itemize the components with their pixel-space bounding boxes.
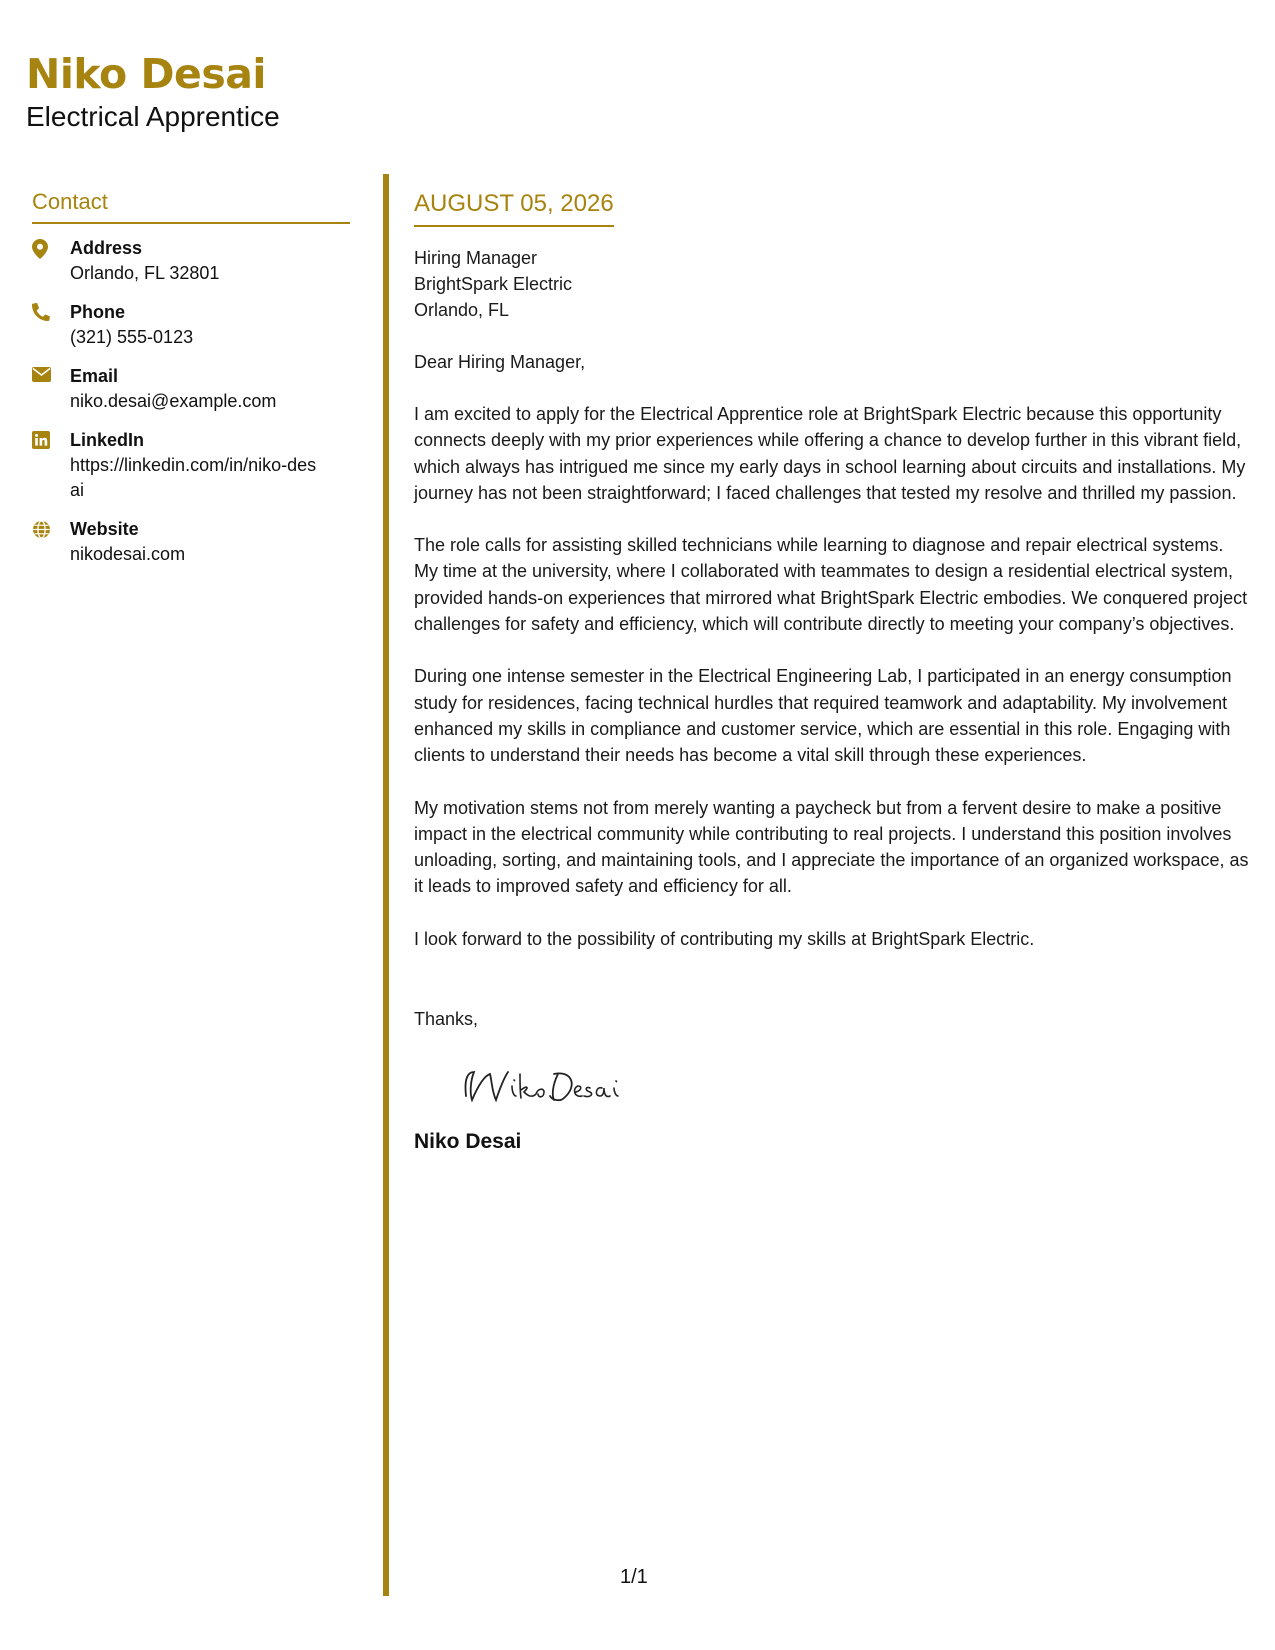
address-value: Orlando, FL 32801 <box>70 263 220 283</box>
handwritten-signature <box>454 1056 1250 1118</box>
column-divider <box>383 174 389 1596</box>
greeting: Dear Hiring Manager, <box>414 352 586 372</box>
phone-value[interactable]: (321) 555-0123 <box>70 327 194 347</box>
linkedin-label: LinkedIn <box>70 430 145 450</box>
recipient-line-location: Orlando, FL <box>414 300 510 320</box>
linkedin-value[interactable]: https://linkedin.com/in/niko-desai <box>70 455 317 500</box>
page-number: 1/1 <box>620 1566 648 1588</box>
recipient-line-company: BrightSpark Electric <box>414 274 573 294</box>
address-label: Address <box>70 238 143 258</box>
contact-item-phone <box>32 300 350 350</box>
letter-date: AUGUST 05, 2026 <box>414 189 614 227</box>
phone-label: Phone <box>70 302 126 322</box>
paragraph-4: My motivation stems not from merely wanting a paycheck but from a fervent desire to make a positive impact in the electrical community while contributing to real projects. I understand this position involves unloading, sorting, and maintaining tools, and I appreciate the importance of an organized workspace, as it leads to improved safety and efficiency for all. <box>414 797 1249 897</box>
header <box>26 50 280 134</box>
email-icon <box>32 364 70 382</box>
email-label: Email <box>70 366 119 386</box>
contact-heading: Contact <box>32 188 350 224</box>
linkedin-icon <box>32 428 70 449</box>
recipient-block <box>414 245 1250 323</box>
applicant-name: Niko Desai <box>26 50 266 98</box>
paragraph-5: I look forward to the possibility of contributing my skills at BrightSpark Electric. <box>414 928 1035 949</box>
paragraph-1: I am excited to apply for the Electrical Apprentice role at BrightSpark Electric because this opportunity connects deeply with my prior experiences while offering a chance to develop further in this vibrant field, which always has intrigued me since my early days in school learning about circuits and installations. My journey has not been straightforward; I faced challenges that tested my resolve and thrilled my passion. <box>414 404 1246 503</box>
paragraph-3: During one intense semester in the Electrical Engineering Lab, I participated in an energy consumption study for residences, facing technical hurdles that required teamwork and adaptability. My involvement enhanced my skills in compliance and customer service, which are essential in this role. Engaging with clients to understand their needs has become a vital skill through these experiences. <box>414 666 1232 766</box>
closing: Thanks, <box>414 1009 479 1030</box>
website-label: Website <box>70 519 139 539</box>
globe-icon <box>32 517 70 539</box>
map-pin-icon <box>32 236 70 259</box>
paragraph-2: The role calls for assisting skilled technicians while learning to diagnose and repair electrical systems. My time at the university, where I collaborated with teammates to design a residential electrical system, provided hands-on experiences that mirrored what BrightSpark Electric embodies. We conquered project challenges for safety and efficiency, which will contribute directly to meeting your company’s objectives. <box>414 535 1248 635</box>
phone-icon <box>32 300 70 321</box>
job-title: Electrical Apprentice <box>26 101 280 132</box>
contact-item-email <box>32 364 350 414</box>
website-value[interactable]: nikodesai.com <box>70 544 186 564</box>
recipient-line-title: Hiring Manager <box>414 248 538 268</box>
letter-body <box>414 189 1250 1154</box>
contact-item-linkedin <box>32 428 350 503</box>
contact-item-website <box>32 517 350 567</box>
email-value[interactable]: niko.desai@example.com <box>70 391 277 411</box>
contact-item-address <box>32 236 350 286</box>
contact-sidebar <box>32 188 350 581</box>
signatory-name: Niko Desai <box>414 1130 522 1154</box>
contact-list <box>32 236 350 567</box>
